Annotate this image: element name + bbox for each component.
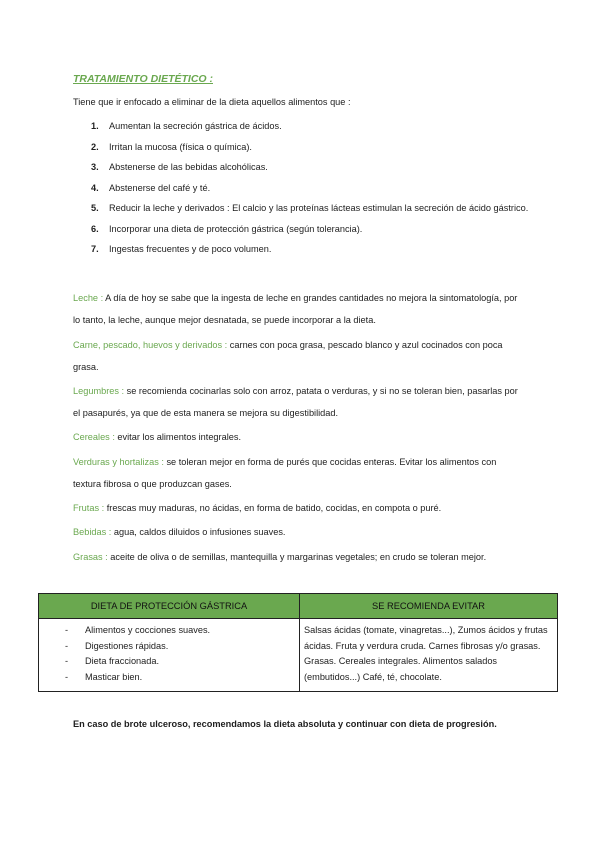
list-item: 3. Abstenerse de las bebidas alcohólicas. xyxy=(91,162,268,172)
list-item: 2. Irritan la mucosa (física o química). xyxy=(91,141,252,152)
food-cereales: Cereales : evitar los alimentos integrales. xyxy=(73,432,242,442)
footer-note: En caso de brote ulceroso, recomendamos la dieta absoluta y continuar con dieta de progresión. xyxy=(73,719,497,729)
table-row xyxy=(39,619,558,692)
intro-text: Tiene que ir enfocado a eliminar de la dieta aquellos alimentos que : xyxy=(73,97,351,107)
food-bebidas: Bebidas : agua, caldos diluidos o infusiones suaves. xyxy=(73,527,286,537)
table-cell-right: Salsas ácidas (tomate, vinagretas...), Zumos ácidos y frutas ácidas. Fruta y verdura cruda. Carnes fibrosas y/o grasas. Grasas. Cereales integrales. Alimentos salados (embutidos...) Café, té, chocolate. xyxy=(300,619,558,692)
food-legumbres: Legumbres : se recomienda cocinarlas solo con arroz, patata o verduras, y si no se toleran bien, pasarlas por el pasapurés, ya que de esta manera se mejora su digestibilidad. xyxy=(73,386,518,418)
food-frutas: Frutas : frescas muy maduras, no ácidas, en forma de batido, cocidas, en compota o puré. xyxy=(73,503,442,513)
food-grasas: Grasas : aceite de oliva o de semillas, mantequilla y margarinas vegetales; en crudo se toleran mejor. xyxy=(73,552,487,562)
list-item: 5. Reducir la leche y derivados : El calcio y las proteínas lácteas estimulan la secreción de ácido gástrico. xyxy=(91,203,529,213)
food-verduras: Verduras y hortalizas : se toleran mejor en forma de purés que cocidas enteras. Evitar los alimentos con textura fibrosa o que produzcan gases. xyxy=(73,457,497,489)
list-item: 1. Aumentan la secreción gástrica de ácidos. xyxy=(91,121,282,131)
list-item: - Masticar bien. xyxy=(65,671,143,682)
list-item: - Dieta fraccionada. xyxy=(65,656,160,666)
list-item: 7. Ingestas frecuentes y de poco volumen. xyxy=(91,244,272,254)
table-cell-left xyxy=(39,619,300,692)
diet-table xyxy=(38,593,558,692)
reasons-list xyxy=(73,116,533,260)
recommended-list xyxy=(43,623,295,685)
table-header-left: DIETA DE PROTECCIÓN GÁSTRICA xyxy=(39,594,300,619)
food-leche: Leche : A día de hoy se sabe que la ingesta de leche en grandes cantidades no mejora la sintomatología, por lo tanto, la leche, aunque mejor desnatada, se puede incorporar a la dieta. xyxy=(73,293,518,325)
table-header-right: SE RECOMIENDA EVITAR xyxy=(300,594,558,619)
section-title: TRATAMIENTO DIETÉTICO : xyxy=(73,73,213,85)
list-item: 4. Abstenerse del café y té. xyxy=(91,182,211,193)
food-carne: Carne, pescado, huevos y derivados : carnes con poca grasa, pescado blanco y azul cocinados con poca grasa. xyxy=(73,340,503,372)
table-header-row xyxy=(39,594,558,619)
list-item: - Digestiones rápidas. xyxy=(65,640,169,651)
list-item: - Alimentos y cocciones suaves. xyxy=(65,625,211,635)
list-item: 6. Incorporar una dieta de protección gástrica (según tolerancia). xyxy=(91,223,363,234)
